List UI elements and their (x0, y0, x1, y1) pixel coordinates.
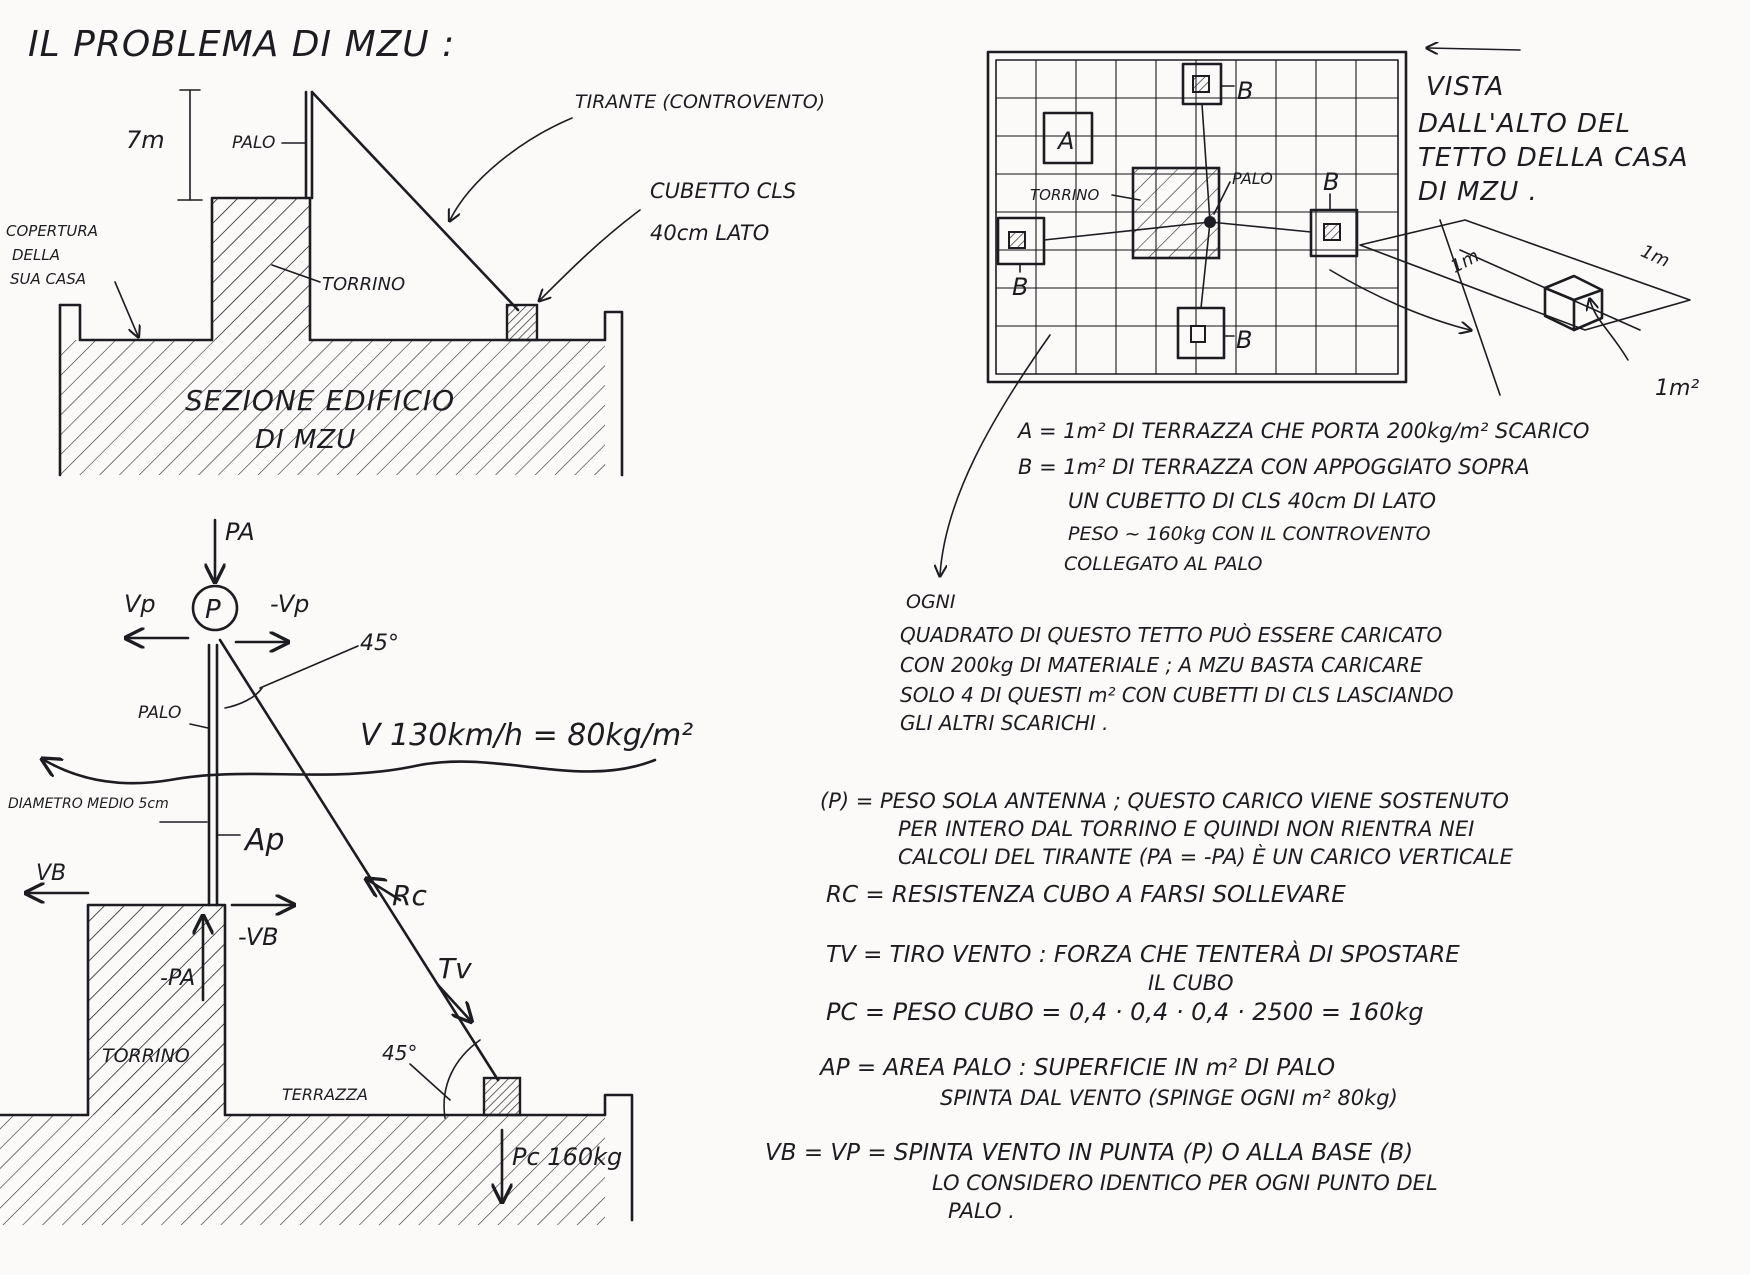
cubetto-label-line1: CUBETTO CLS (650, 179, 797, 203)
angle-bottom-label: 45° (382, 1041, 418, 1065)
legend-b-line4: COLLEGATO AL PALO (1064, 553, 1263, 575)
roof-title-line4: DI MZU . (1418, 177, 1538, 207)
copertura-label-line2: DELLA (12, 246, 61, 264)
square-b-right-label: B (1323, 168, 1340, 196)
ogni-line5: GLI ALTRI SCARICHI . (900, 711, 1109, 735)
height-dimension-label: 7m (126, 126, 165, 154)
roof-palo-label: PALO (1232, 169, 1273, 188)
def-vb-line1: VB = VP = SPINTA VENTO IN PUNTA (P) O ALLA BASE (B) (765, 1140, 1414, 1166)
pa-label: PA (225, 518, 255, 546)
ogni-line2: QUADRATO DI QUESTO TETTO PUÒ ESSERE CARICATO (900, 623, 1443, 647)
def-vb-line2: LO CONSIDERO IDENTICO PER OGNI PUNTO DEL (932, 1171, 1438, 1195)
minus-vp-label: -Vp (270, 590, 310, 618)
legend-b-line2: UN CUBETTO DI CLS 40cm DI LATO (1068, 489, 1437, 513)
torrino-label: TORRINO (322, 274, 406, 295)
square-b-left-label: B (1012, 273, 1029, 301)
force-torrino-label: TORRINO (102, 1045, 190, 1067)
p-label: P (205, 595, 221, 625)
legend-a-line: A = 1m² DI TERRAZZA CHE PORTA 200kg/m² SCARICO (1018, 419, 1590, 443)
tirante-label: TIRANTE (CONTROVENTO) (575, 91, 826, 113)
def-rc: RC = RESISTENZA CUBO A FARSI SOLLEVARE (826, 882, 1346, 908)
minus-vb-label: -VB (238, 923, 279, 951)
copertura-label-line1: COPERTURA (6, 222, 99, 240)
roof-title-line3: TETTO DELLA CASA (1418, 143, 1689, 173)
page-title: IL PROBLEMA DI MZU : (28, 24, 456, 65)
roof-plan (988, 48, 1699, 401)
square-b-bottom-label: B (1236, 326, 1253, 354)
copertura-label-line3: SUA CASA (10, 270, 87, 288)
diametro-label: DIAMETRO MEDIO 5cm (8, 796, 169, 812)
ogni-line3: CON 200kg DI MATERIALE ; A MZU BASTA CARICARE (900, 653, 1423, 677)
legend-b-line3: PESO ~ 160kg CON IL CONTROVENTO (1068, 523, 1431, 545)
angle-top-label: 45° (360, 631, 399, 656)
def-tv-line2: IL CUBO (1148, 971, 1234, 995)
def-ap-line1: AP = AREA PALO : SUPERFICIE IN m² DI PALO (820, 1055, 1336, 1081)
ogni-paragraph (900, 591, 1454, 735)
square-a-label: A (1058, 127, 1075, 155)
square-b-top-label: B (1237, 77, 1254, 105)
minus-pa-label: -PA (160, 966, 196, 991)
force-diagram (0, 518, 693, 1225)
section-caption-line2: DI MZU (255, 425, 357, 455)
tv-label: Tv (438, 952, 472, 985)
vb-label: VB (36, 861, 67, 886)
ogni-line4: SOLO 4 DI QUESTI m² CON CUBETTI DI CLS LASCIANDO (900, 683, 1454, 707)
vp-label: Vp (124, 590, 156, 618)
def-p-line3: CALCOLI DEL TIRANTE (PA = -PA) È UN CARICO VERTICALE (898, 845, 1513, 869)
def-pc: PC = PESO CUBO = 0,4 · 0,4 · 0,4 · 2500 = 160kg (826, 998, 1424, 1026)
rc-label: Rc (392, 879, 427, 912)
roof-torrino-label: TORRINO (1030, 186, 1100, 204)
pc-label: Pc 160kg (512, 1143, 623, 1171)
legend-b-line1: B = 1m² DI TERRAZZA CON APPOGGIATO SOPRA (1018, 455, 1530, 479)
def-vb-line3: PALO . (948, 1199, 1015, 1223)
def-tv-line1: TV = TIRO VENTO : FORZA CHE TENTERÀ DI SPOSTARE (826, 942, 1460, 968)
definitions (765, 789, 1514, 1223)
ap-label: Ap (245, 823, 285, 858)
roof-legend (1016, 419, 1589, 575)
def-ap-line2: SPINTA DAL VENTO (SPINGE OGNI m² 80kg) (940, 1086, 1398, 1110)
section-caption-line1: SEZIONE EDIFICIO (185, 384, 456, 417)
palo-label: PALO (232, 133, 276, 153)
roof-title-line1: VISTA (1426, 72, 1505, 102)
cubetto-label-line2: 40cm LATO (650, 221, 770, 245)
area-1m2-label: 1m² (1655, 376, 1700, 401)
roof-title-line2: DALL'ALTO DEL (1418, 109, 1631, 139)
building-section (6, 90, 825, 475)
def-p-line1: (P) = PESO SOLA ANTENNA ; QUESTO CARICO VIENE SOSTENUTO (820, 789, 1509, 813)
ogni-line1: OGNI (906, 591, 956, 613)
dim-1m-left: 1m (1447, 245, 1483, 278)
force-palo-label: PALO (138, 703, 182, 723)
dim-1m-right: 1m (1637, 240, 1673, 272)
def-p-line2: PER INTERO DAL TORRINO E QUINDI NON RIENTRA NEI (898, 817, 1475, 841)
terrazza-label: TERRAZZA (282, 1085, 368, 1104)
wind-label: V 130km/h = 80kg/m² (360, 718, 694, 753)
